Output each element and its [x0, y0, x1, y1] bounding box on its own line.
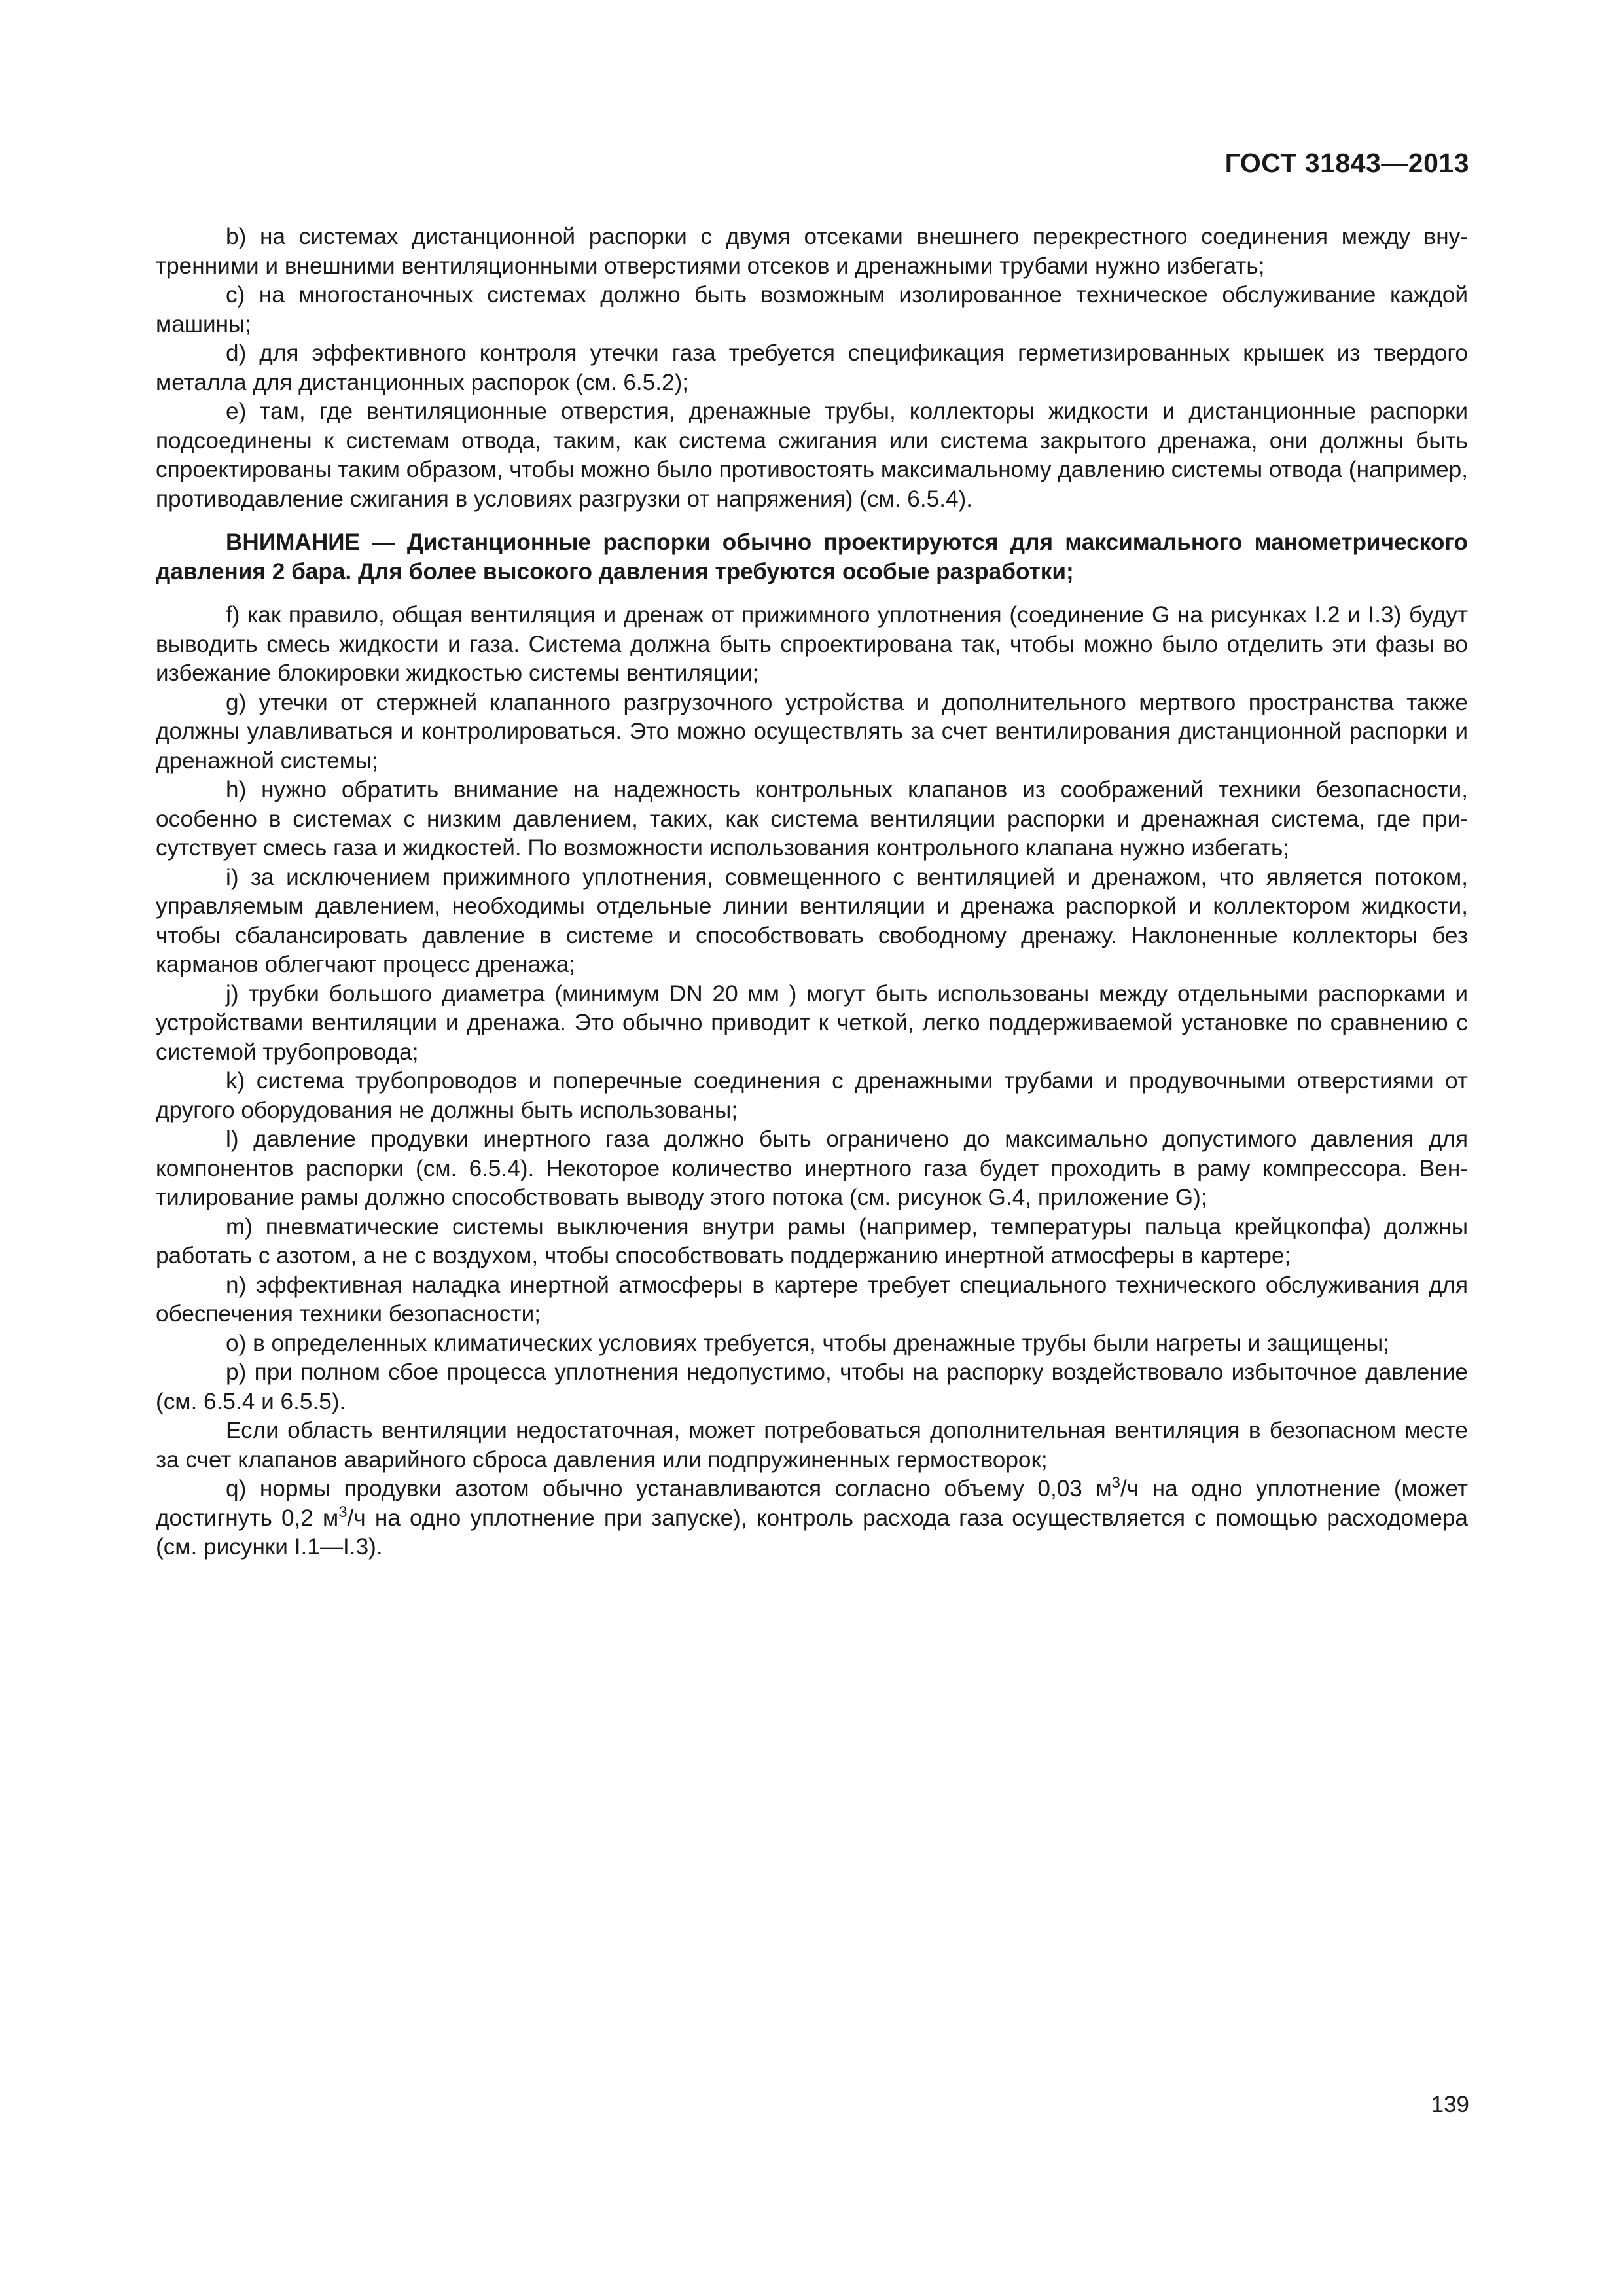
document-header: ГОСТ 31843—2013: [1224, 148, 1469, 178]
list-item-c: c) на многостаночных системах должно быть возможным изолированное техническое обслуживание каждой машины;: [156, 282, 1468, 337]
list-item-f: f) как правило, общая вентиляция и дренаж от прижимного уплотнения (соединение G на рисунках I.2 и I.3) будут выводить смесь жидкости и газа. Система должна быть спроектирована так, чтобы можно было отделить эти фазы во избежание блокировки жидкостью системы вентиляции;: [156, 602, 1468, 686]
list-item-q-text-2: /ч на одно уплотнение (может достигнуть 0,2 м: [156, 1476, 1468, 1531]
superscript-exponent: 3: [338, 1503, 348, 1521]
list-item-e: e) там, где вентиляционные отверстия, дренажные трубы, коллекторы жидкости и дистанционные распорки подсоединены к системам отвода, таким, как система сжигания или система закрытого дренажа, они должны быть спроектированы таким образом, чтобы можно было противостоять максимальному давлению системы отвода (например, противодавление сжигания в условиях разгрузки от напряжения) (см. 6.5.4).: [156, 399, 1468, 512]
list-item-i: i) за исключением прижимного уплотнения, совмещенного с вентиляцией и дренажом, что является потоком, управляемым давлением, необходимы отдельные линии вентиляции и дренажа распоркой и коллектором жидкости, чтобы сбалансировать давление в системе и способствовать свободному дренажу. Наклоненные коллекторы без карманов облегчают процесс дренажа;: [156, 864, 1468, 977]
list-item-g: g) утечки от стержней клапанного разгрузочного устройства и дополнительного мертвого пространства также должны улавливаться и контролироваться. Это можно осуществлять за счет вентилирования дистанционной распорки и дренажной системы;: [156, 689, 1468, 774]
list-item-n: n) эффективная наладка инертной атмосферы в картере требует специального технического обслуживания для обеспечения техники безопасности;: [156, 1272, 1468, 1327]
list-item-b: b) на системах дистанционной распорки с двумя отсеками внешнего перекрестного соединения между внутренними и внешними вентиляционными отверстиями отсеков и дренажными трубами нужно избегать;: [156, 224, 1468, 279]
list-item-q-text-3: /ч на одно уплотнение при запуске), контроль расхода газа осуществляется с помощью расходомера (см. рисунки I.1—I.3).: [156, 1505, 1469, 1560]
list-item-k: k) система трубопроводов и поперечные соединения с дренажными трубами и продувочными отверстиями от другого оборудования не должны быть использованы;: [156, 1068, 1468, 1123]
superscript-exponent: 3: [1111, 1473, 1120, 1492]
list-item-p: p) при полном сбое процесса уплотнения недопустимо, чтобы на распорку воздействовало избыточное давление (см. 6.5.4 и 6.5.5).: [156, 1359, 1468, 1414]
list-item-q-text-1: q) нормы продувки азотом обычно устанавливаются согласно объему 0,03 м: [226, 1476, 1112, 1501]
list-item-o: o) в определенных климатических условиях требуется, чтобы дренажные трубы были нагреты и защищены;: [226, 1330, 1389, 1356]
list-item-h: h) нужно обратить внимание на надежность контрольных клапанов из соображений техники безопасности, особенно в системах с низким давлением, таких, как система вентиляции распорки и дренажная система, где присутствует смесь газа и жидкостей. По возможности использования контрольного клапана нужно избегать;: [156, 777, 1468, 861]
warning-notice: ВНИМАНИЕ — Дистанционные распорки обычно проектируются для максимального манометрического давления 2 бара. Для более высокого давления требуются особые разработки;: [156, 529, 1468, 584]
list-item-d: d) для эффективного контроля утечки газа требуется спецификация герметизированных крышек из твердого металла для дистанционных распорок (см. 6.5.2);: [156, 340, 1468, 395]
list-item-m: m) пневматические системы выключения внутри рамы (например, температуры пальца крейцкопфа) должны работать с азотом, а не с воздухом, чтобы способствовать поддержанию инертной атмосферы в картере;: [156, 1213, 1468, 1268]
list-item-q: [156, 1475, 1468, 1562]
list-item-p-continuation: Если область вентиляции недостаточная, может потребоваться дополнительная вентиляция в безопасном месте за счет клапанов аварийного сброса давления или подпружиненных гермостворок;: [156, 1418, 1468, 1473]
document-body: [156, 223, 1468, 1562]
list-item-j: j) трубки большого диаметра (минимум DN 20 мм ) могут быть использованы между отдельными распорками и устройствами вентиляции и дренажа. Это обычно приводит к четкой, легко поддерживаемой установке по сравнению с системой трубопровода;: [156, 980, 1468, 1065]
list-item-l: l) давление продувки инертного газа должно быть ограничено до максимально допустимого давления для компонентов распорки (см. 6.5.4). Некоторое количество инертного газа будет проходить в раму компрессора. Вентилирование рамы должно способствовать выводу этого потока (см. рисунок G.4, приложение G);: [156, 1126, 1468, 1210]
page-number: 139: [1431, 2092, 1469, 2117]
